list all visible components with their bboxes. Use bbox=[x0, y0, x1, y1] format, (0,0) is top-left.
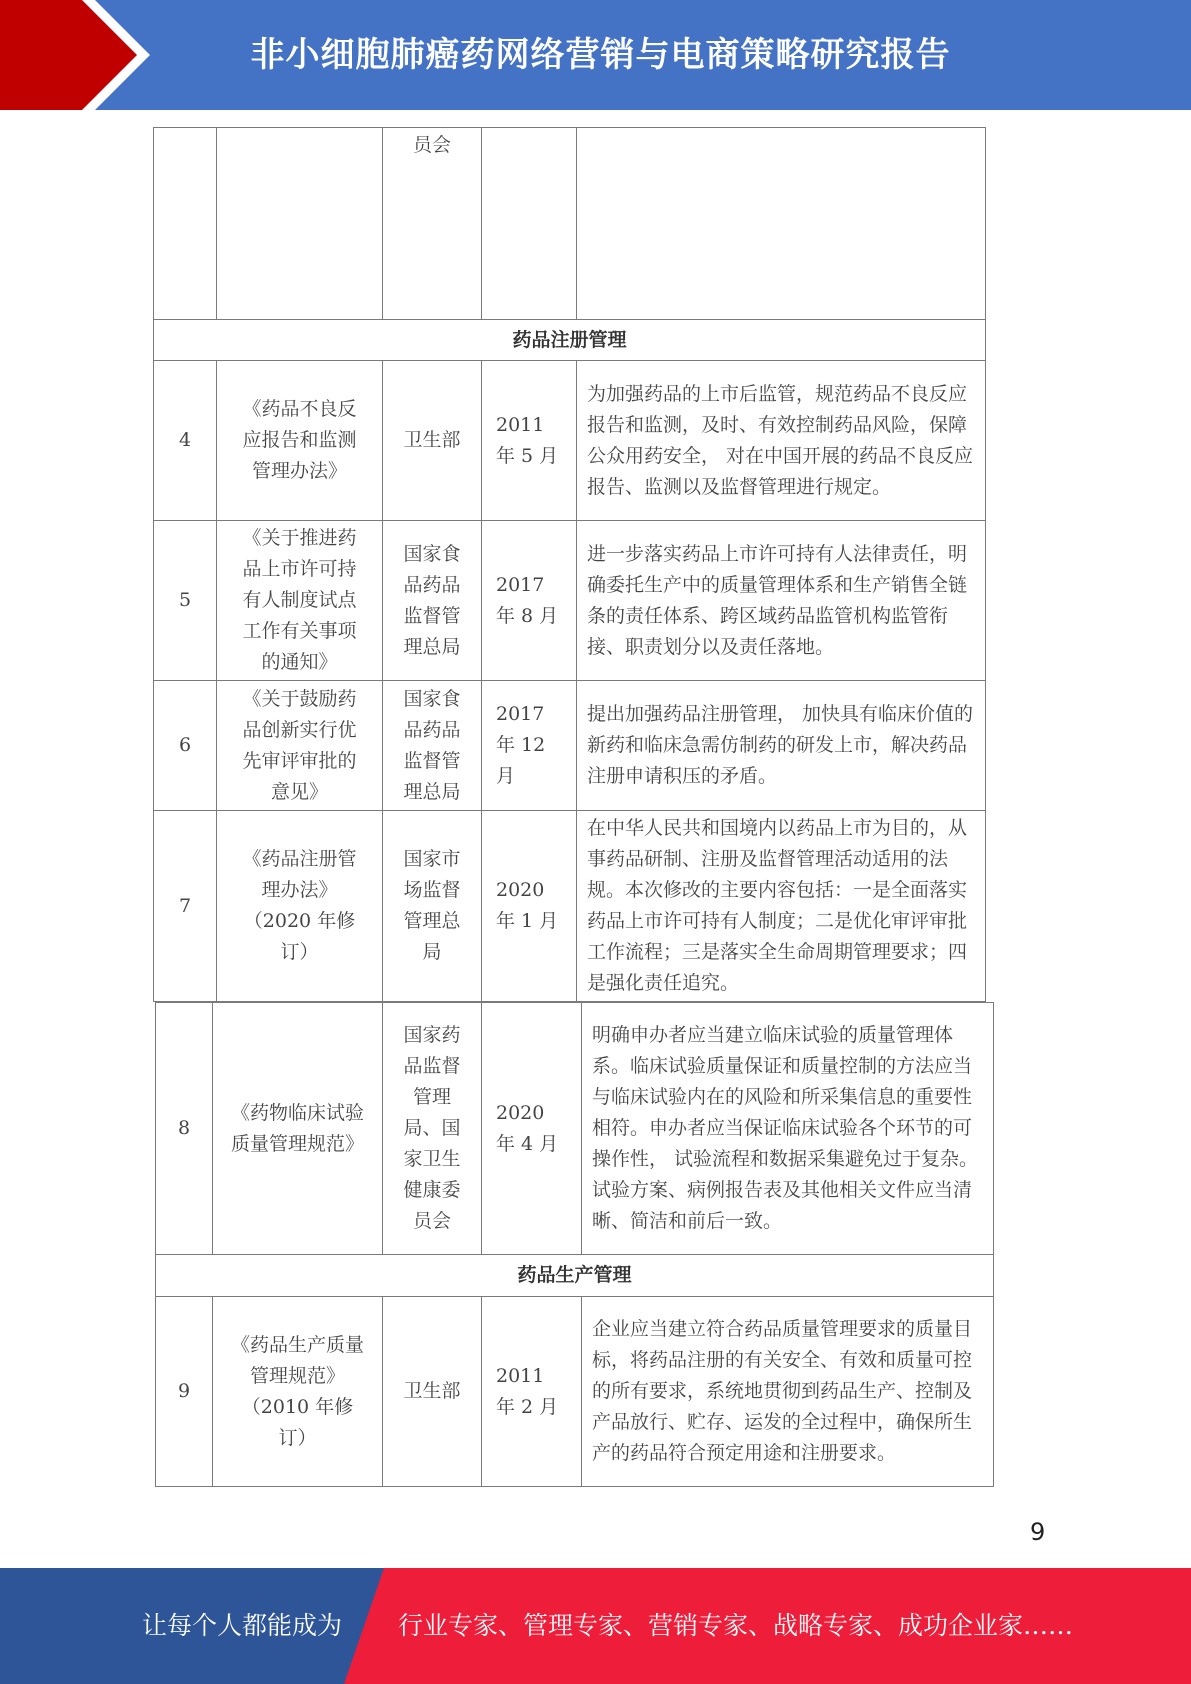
section-row bbox=[156, 1255, 994, 1297]
red-chevron-decoration bbox=[0, 0, 160, 110]
regulation-name: 《药物临床试验质量管理规范》 bbox=[213, 1003, 383, 1255]
regulation-table bbox=[153, 127, 986, 1002]
regulation-description: 明确申办者应当建立临床试验的质量管理体系。临床试验质量保证和质量控制的方法应当与临床试验内在的风险和所采集信息的重要性相符。申办者应当保证临床试验各个环节的可操作性， 试验流程和数据采集避免过于复杂。试验方案、病例报告表及其他相关文件应当清晰、简洁和前后一致。 bbox=[582, 1003, 994, 1255]
regulation-description: 进一步落实药品上市许可持有人法律责任，明确委托生产中的质量管理体系和生产销售全链条的责任体系、跨区域药品监管机构监管衔接、职责划分以及责任落地。 bbox=[577, 521, 986, 681]
regulation-name: 《关于推进药品上市许可持有人制度试点工作有关事项的通知》 bbox=[217, 521, 383, 681]
page-header bbox=[0, 0, 1191, 110]
footer-slogan-roles: 行业专家、管理专家、营销专家、战略专家、成功企业家…… bbox=[398, 1611, 1074, 1640]
regulation-description: 企业应当建立符合药品质量管理要求的质量目标，将药品注册的有关安全、有效和质量可控的所有要求，系统地贯彻到药品生产、控制及产品放行、贮存、运发的全过程中，确保所生产的药品符合预定用途和注册要求。 bbox=[582, 1297, 994, 1487]
section-heading-production: 药品生产管理 bbox=[156, 1255, 994, 1297]
regulation-description: 为加强药品的上市后监管，规范药品不良反应报告和监测，及时、有效控制药品风险，保障公众用药安全， 对在中国开展的药品不良反应报告、监测以及监督管理进行规定。 bbox=[577, 361, 986, 521]
row-number: 4 bbox=[154, 361, 217, 521]
issue-date: 2020 年 1 月 bbox=[482, 811, 577, 1002]
regulation-name: 《关于鼓励药品创新实行优先审评审批的意见》 bbox=[217, 681, 383, 811]
issue-date: 2017 年 8 月 bbox=[482, 521, 577, 681]
issue-date: 2020 年 4 月 bbox=[482, 1003, 582, 1255]
cell-date bbox=[482, 128, 577, 320]
regulation-name: 《药品生产质量管理规范》（2010 年修 订） bbox=[213, 1297, 383, 1487]
cell-desc bbox=[577, 128, 986, 320]
footer-slogan-lead: 让每个人都能成为 bbox=[142, 1611, 343, 1640]
row-number: 5 bbox=[154, 521, 217, 681]
issuing-authority: 国家食品药品监督管理总局 bbox=[383, 521, 482, 681]
cell-org: 员会 bbox=[383, 128, 482, 320]
issuing-authority: 国家药品监督管理局、国家卫生健康委员会 bbox=[383, 1003, 482, 1255]
regulation-description: 提出加强药品注册管理， 加快具有临床价值的新药和临床急需仿制药的研发上市，解决药品注册申请积压的矛盾。 bbox=[577, 681, 986, 811]
row-number: 7 bbox=[154, 811, 217, 1002]
cell-num bbox=[154, 128, 217, 320]
cell-name bbox=[217, 128, 383, 320]
issuing-authority: 卫生部 bbox=[383, 361, 482, 521]
regulation-table-continued bbox=[155, 1002, 994, 1487]
section-row bbox=[154, 320, 986, 361]
page-number: 9 bbox=[1030, 1518, 1046, 1546]
issue-date: 2011 年 5 月 bbox=[482, 361, 577, 521]
table-row bbox=[154, 361, 986, 521]
table-row bbox=[154, 681, 986, 811]
regulation-description: 在中华人民共和国境内以药品上市为目的，从事药品研制、注册及监督管理活动适用的法规。本次修改的主要内容包括：一是全面落实药品上市许可持有人制度；二是优化审评审批工作流程；三是落实全生命周期管理要求；四是强化责任追究。 bbox=[577, 811, 986, 1002]
section-heading-registration: 药品注册管理 bbox=[154, 320, 986, 361]
issuing-authority: 卫生部 bbox=[383, 1297, 482, 1487]
table-row bbox=[154, 521, 986, 681]
table-row bbox=[156, 1003, 994, 1255]
table-row-continued bbox=[154, 128, 986, 320]
report-title: 非小细胞肺癌药网络营销与电商策略研究报告 bbox=[250, 35, 951, 75]
table-row bbox=[156, 1297, 994, 1487]
issue-date: 2011 年 2 月 bbox=[482, 1297, 582, 1487]
issue-date: 2017 年 12 月 bbox=[482, 681, 577, 811]
page-footer bbox=[0, 1568, 1191, 1684]
issuing-authority: 国家市场监督管理总局 bbox=[383, 811, 482, 1002]
regulation-name: 《药品不良反应报告和监测管理办法》 bbox=[217, 361, 383, 521]
row-number: 6 bbox=[154, 681, 217, 811]
row-number: 8 bbox=[156, 1003, 213, 1255]
table-row bbox=[154, 811, 986, 1002]
regulation-name: 《药品注册管理办法》（2020 年修 订） bbox=[217, 811, 383, 1002]
issuing-authority: 国家食品药品监督管理总局 bbox=[383, 681, 482, 811]
row-number: 9 bbox=[156, 1297, 213, 1487]
